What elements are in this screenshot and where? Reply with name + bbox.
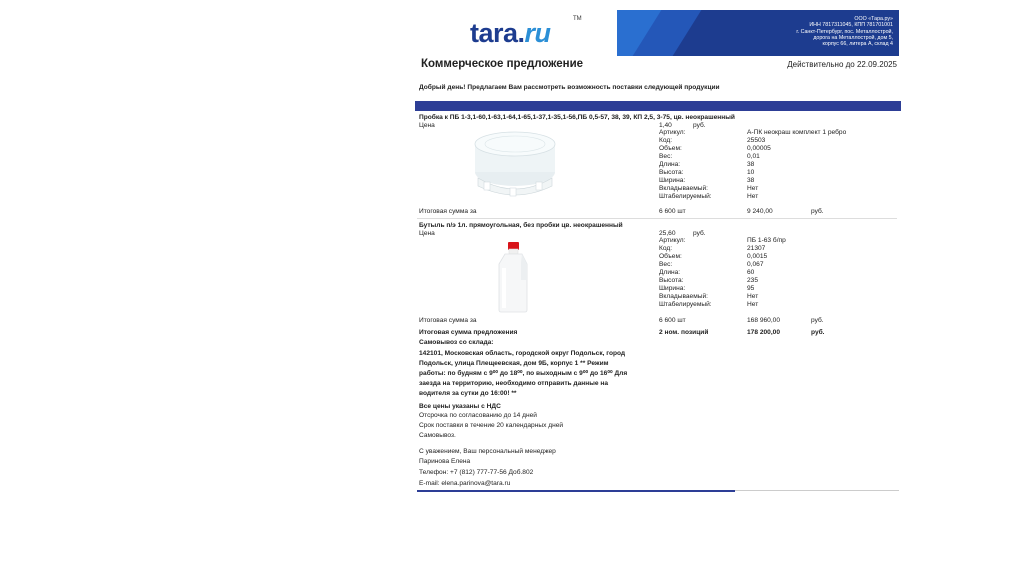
spec-label: Вес: (659, 153, 673, 160)
terms-line: Самовывоз. (419, 432, 456, 439)
spec-label: Штабелируемый: (659, 193, 712, 200)
valid-until: Действительно до 22.09.2025 (787, 60, 897, 69)
page-title: Коммерческое предложение (421, 58, 584, 70)
spec-label: Артикул: (659, 129, 686, 136)
header-banner (617, 10, 899, 56)
spec-label: Вес: (659, 261, 673, 268)
price-currency: руб. (693, 230, 706, 237)
spec-value: Нет (747, 293, 759, 300)
total-qty: 6 600 шт (659, 317, 686, 324)
spec-label: Длина: (659, 269, 681, 276)
spec-value: 38 (747, 177, 755, 184)
grand-total-sum: 178 200,00 (747, 329, 781, 336)
spec-label: Код: (659, 245, 673, 252)
grand-total-label: Итоговая сумма предложения (419, 329, 518, 336)
total-sum: 168 960,00 (747, 317, 781, 324)
signature-line: С уважением, Ваш персональный менеджер (419, 448, 556, 455)
total-qty: 6 600 шт (659, 208, 686, 215)
greeting-text: Добрый день! Предлагаем Вам рассмотреть возможность поставки следующей продукции (419, 84, 720, 91)
grand-total-positions: 2 ном. позиций (659, 329, 709, 336)
spec-value: 38 (747, 161, 755, 168)
trademark-mark: TM (573, 16, 582, 22)
pickup-address-line: Подольск, улица Плещеевская, дом 9Б, корпус 1 ** Режим (419, 360, 609, 367)
vat-note: Все цены указаны с НДС (419, 403, 501, 410)
total-currency: руб. (811, 208, 824, 215)
spec-value: 0,0015 (747, 253, 768, 260)
section-divider-bar (415, 101, 901, 111)
spec-value: 235 (747, 277, 759, 284)
spec-value: 60 (747, 269, 755, 276)
spec-label: Ширина: (659, 177, 686, 184)
spec-value: Нет (747, 185, 759, 192)
spec-value: 0,00005 (747, 145, 771, 152)
spec-value: Нет (747, 301, 759, 308)
spec-label: Ширина: (659, 285, 686, 292)
signature-phone: Телефон: +7 (812) 777-77-56 Доб.802 (419, 469, 534, 476)
terms-line: Срок поставки в течение 20 календарных дней (419, 422, 564, 429)
spec-value: 95 (747, 285, 755, 292)
pickup-address-line: работы: по будням с 9⁰⁰ до 18⁰⁰, по выходным с 9⁰⁰ до 16⁰⁰ Для (419, 370, 628, 377)
total-label: Итоговая сумма за (419, 208, 477, 215)
product-name: Бутыль п/э 1л. прямоугольная, без пробки цв. неокрашенный (419, 222, 623, 229)
spec-label: Код: (659, 137, 673, 144)
spec-label: Вкладываемый: (659, 185, 709, 192)
pickup-title: Самовывоз со склада: (419, 339, 494, 346)
spec-label: Длина: (659, 161, 681, 168)
spec-label: Штабелируемый: (659, 301, 712, 308)
price-value: 25,60 (659, 230, 676, 237)
spec-value: 0,01 (747, 153, 760, 160)
total-label: Итоговая сумма за (419, 317, 477, 324)
spec-label: Артикул: (659, 237, 686, 244)
pickup-address-line: 142101, Московская область, городской округ Подольск, город (419, 350, 626, 357)
spec-label: Высота: (659, 277, 684, 284)
row-divider (417, 218, 897, 219)
document-header (415, 10, 899, 56)
product-name: Пробка к ПБ 1-3,1-60,1-63,1-64,1-65,1-37,1-35,1-56,ПБ 0,5-57, 38, 39, КП 2,5, 3-75, цв. неокрашенный (419, 114, 735, 121)
spec-label: Вкладываемый: (659, 293, 709, 300)
spec-value: Нет (747, 193, 759, 200)
spec-value: 10 (747, 169, 755, 176)
spec-value: 25503 (747, 137, 766, 144)
spec-value: 0,067 (747, 261, 764, 268)
spec-label: Объем: (659, 145, 682, 152)
footer-divider-light (735, 490, 899, 491)
tara-logo: tara.ru (470, 18, 551, 48)
commercial-offer-document (415, 8, 901, 494)
signature-name: Паринова Елена (419, 458, 471, 465)
price-currency: руб. (693, 122, 706, 129)
footer-divider (417, 490, 735, 492)
pickup-address-line: заезда на территорию, необходимо отправить данные на (419, 380, 609, 387)
spec-value: ПБ 1-63 б/пр (747, 237, 786, 244)
cap-product-image (470, 128, 560, 200)
spec-label: Высота: (659, 169, 684, 176)
price-value: 1,40 (659, 122, 672, 129)
total-currency: руб. (811, 317, 824, 324)
terms-line: Отсрочка по согласованию до 14 дней (419, 412, 537, 419)
pickup-address-line: водителя за сутки до 16:00! ** (419, 390, 517, 397)
grand-total-currency: руб. (811, 329, 825, 336)
spec-value: А-ПК неокраш комплект 1 ребро (747, 129, 847, 136)
spec-value: 21307 (747, 245, 766, 252)
price-label: Цена (419, 122, 435, 129)
company-details: ООО «Тара.ру» ИНН 7817311045, КПП 781701001 г. Санкт-Петербург, пос. Металлострой, дорога на Металлострой, дом 5, корпус 66, литера А, склад 4 (796, 16, 893, 48)
bottle-product-image (495, 240, 535, 314)
spec-label: Объем: (659, 253, 682, 260)
total-sum: 9 240,00 (747, 208, 773, 215)
signature-email[interactable]: E-mail: elena.parinova@tara.ru (419, 480, 511, 487)
price-label: Цена (419, 230, 435, 237)
